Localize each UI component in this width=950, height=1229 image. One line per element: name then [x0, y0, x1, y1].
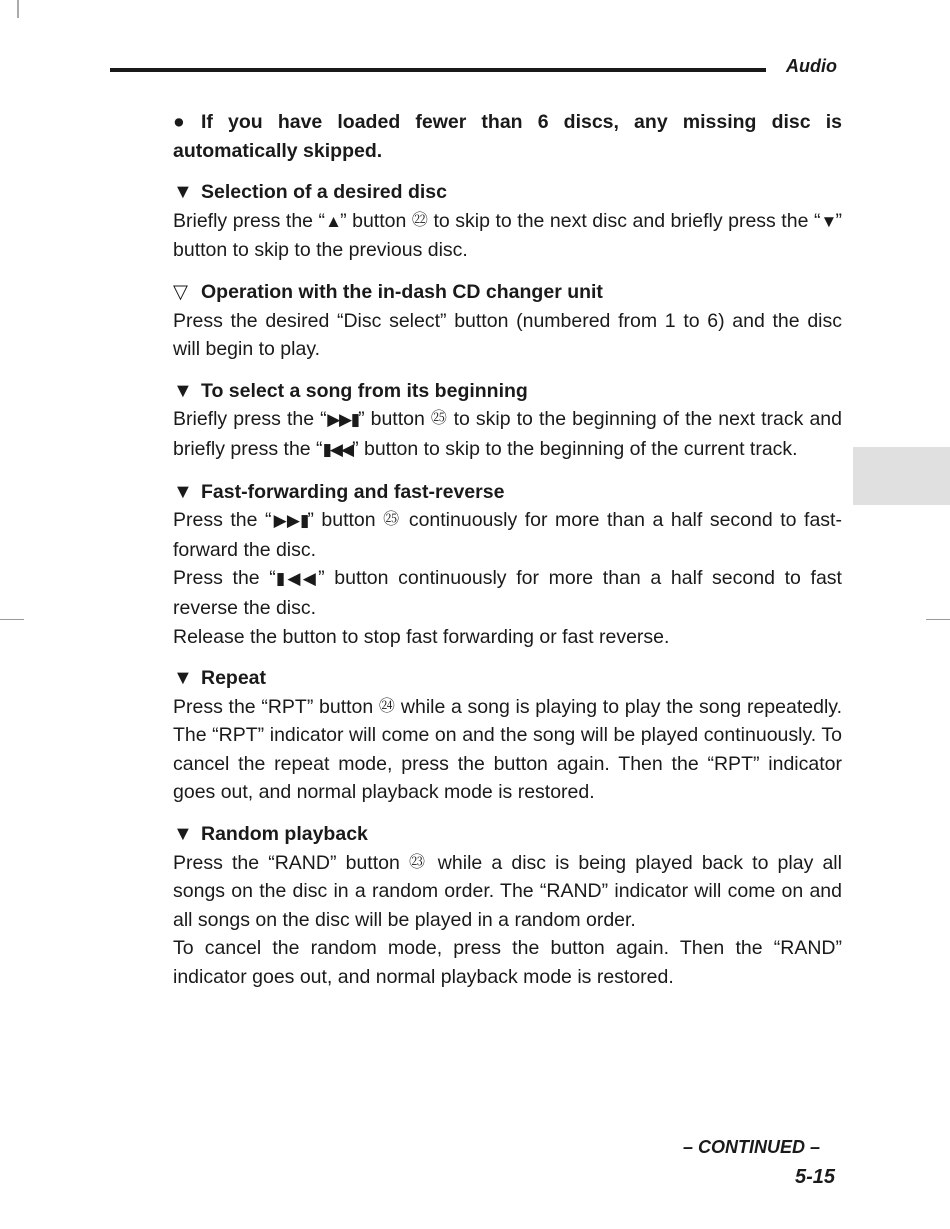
triangle-down-filled-icon: ▼	[173, 181, 193, 204]
section-body	[173, 693, 842, 807]
body-text: Briefly press the “	[173, 209, 326, 232]
body-text: to skip to the next disc and briefly press the “	[427, 209, 821, 232]
skip-forward-icon: ▶▶▮	[326, 410, 359, 430]
callout-number: ㉒	[411, 211, 428, 229]
body-text: ” button	[340, 209, 412, 232]
section-body: Release the button to stop fast forwarding or fast reverse.	[173, 625, 670, 648]
body-text: ” button to skip to the previous disc.	[173, 209, 842, 262]
callout-number: ㉓	[408, 853, 429, 871]
section-body: Press the desired “Disc select” button (numbered from 1 to 6) and the disc will begin to play.	[173, 309, 842, 361]
section-heading	[173, 278, 842, 307]
header-rule	[110, 68, 766, 72]
section-body	[173, 506, 842, 564]
body-text: Press the “RPT” button	[173, 695, 379, 718]
callout-number: ㉔	[378, 697, 396, 715]
note-paragraph	[173, 108, 842, 165]
section-body: To cancel the random mode, press the button again. Then the “RAND” indicator goes out, and normal playback mode is restored.	[173, 937, 842, 989]
section-body	[173, 405, 842, 464]
bullet-icon: ●	[173, 111, 185, 133]
body-text: ” button continuously for more than a half second to fast reverse the disc.	[173, 567, 842, 619]
section-title: Selection of a desired disc	[201, 181, 447, 204]
callout-number: ㉕	[430, 410, 448, 428]
section-heading	[173, 377, 842, 406]
down-button-icon: ▼	[820, 211, 836, 231]
section-random	[173, 820, 842, 992]
section-body	[173, 849, 842, 935]
crop-mark-right	[926, 619, 950, 620]
body-text: Press the “	[173, 567, 276, 590]
section-title: Fast-forwarding and fast-reverse	[201, 480, 505, 503]
skip-back-icon: ▮◀◀	[322, 439, 353, 459]
body-text: Briefly press the “	[173, 408, 327, 431]
section-title: Repeat	[201, 667, 267, 690]
body-text: ” button	[358, 408, 431, 431]
section-title: Operation with the in-dash CD changer unit	[201, 280, 603, 303]
body-text: Press the “	[173, 509, 272, 532]
up-button-icon: ▲	[325, 211, 341, 231]
section-repeat	[173, 664, 842, 807]
section-fast	[173, 478, 842, 652]
triangle-down-outline-icon: ▽	[173, 280, 188, 303]
body-text: Press the “RAND” button	[173, 851, 409, 874]
body-text: ” button to skip to the beginning of the current track.	[352, 437, 798, 460]
page-content	[173, 108, 842, 1005]
skip-back-icon: ▮◀◀	[275, 569, 319, 589]
triangle-down-filled-icon: ▼	[173, 823, 193, 846]
body-text: while a song is playing to play the song repeatedly. The “RPT” indicator will come on and the song will be played continuously. To cancel the repeat mode, press the button again. Then the “RPT” indicator goes out, and normal playback mode is restored.	[173, 695, 842, 804]
section-heading	[173, 820, 842, 849]
body-text: ” button	[307, 509, 384, 532]
skip-forward-icon: ▶▶▮	[271, 511, 308, 531]
section-heading	[173, 178, 842, 207]
chapter-tab	[853, 447, 950, 505]
section-desired-disc	[173, 178, 842, 265]
triangle-down-filled-icon: ▼	[173, 379, 193, 402]
triangle-down-filled-icon: ▼	[173, 667, 193, 690]
section-label: Audio	[786, 56, 837, 76]
body-text: to skip to the beginning of the next track and briefly press the “	[173, 408, 842, 460]
section-body	[173, 207, 842, 265]
triangle-down-filled-icon: ▼	[173, 480, 193, 503]
continued-label: – CONTINUED –	[682, 1137, 820, 1157]
section-heading	[173, 478, 842, 507]
section-title: To select a song from its beginning	[201, 379, 528, 402]
body-text: while a disc is being played back to play all songs on the disc in a random order. The “RAND” indicator will come on and all songs on the disc will be played in a random order.	[173, 851, 842, 931]
body-text: continuously for more than a half second to fast-forward the disc.	[173, 509, 842, 561]
note-text: If you have loaded fewer than 6 discs, any missing disc is automatically skipped.	[173, 111, 842, 162]
callout-number: ㉕	[383, 511, 402, 529]
section-title: Random playback	[201, 823, 368, 846]
crop-mark-top	[17, 0, 19, 18]
page-number: 5-15	[794, 1166, 835, 1188]
section-heading	[173, 664, 842, 693]
section-in-dash	[173, 278, 842, 364]
crop-mark-left	[0, 619, 24, 620]
section-song-beginning	[173, 377, 842, 465]
section-body	[173, 564, 842, 622]
